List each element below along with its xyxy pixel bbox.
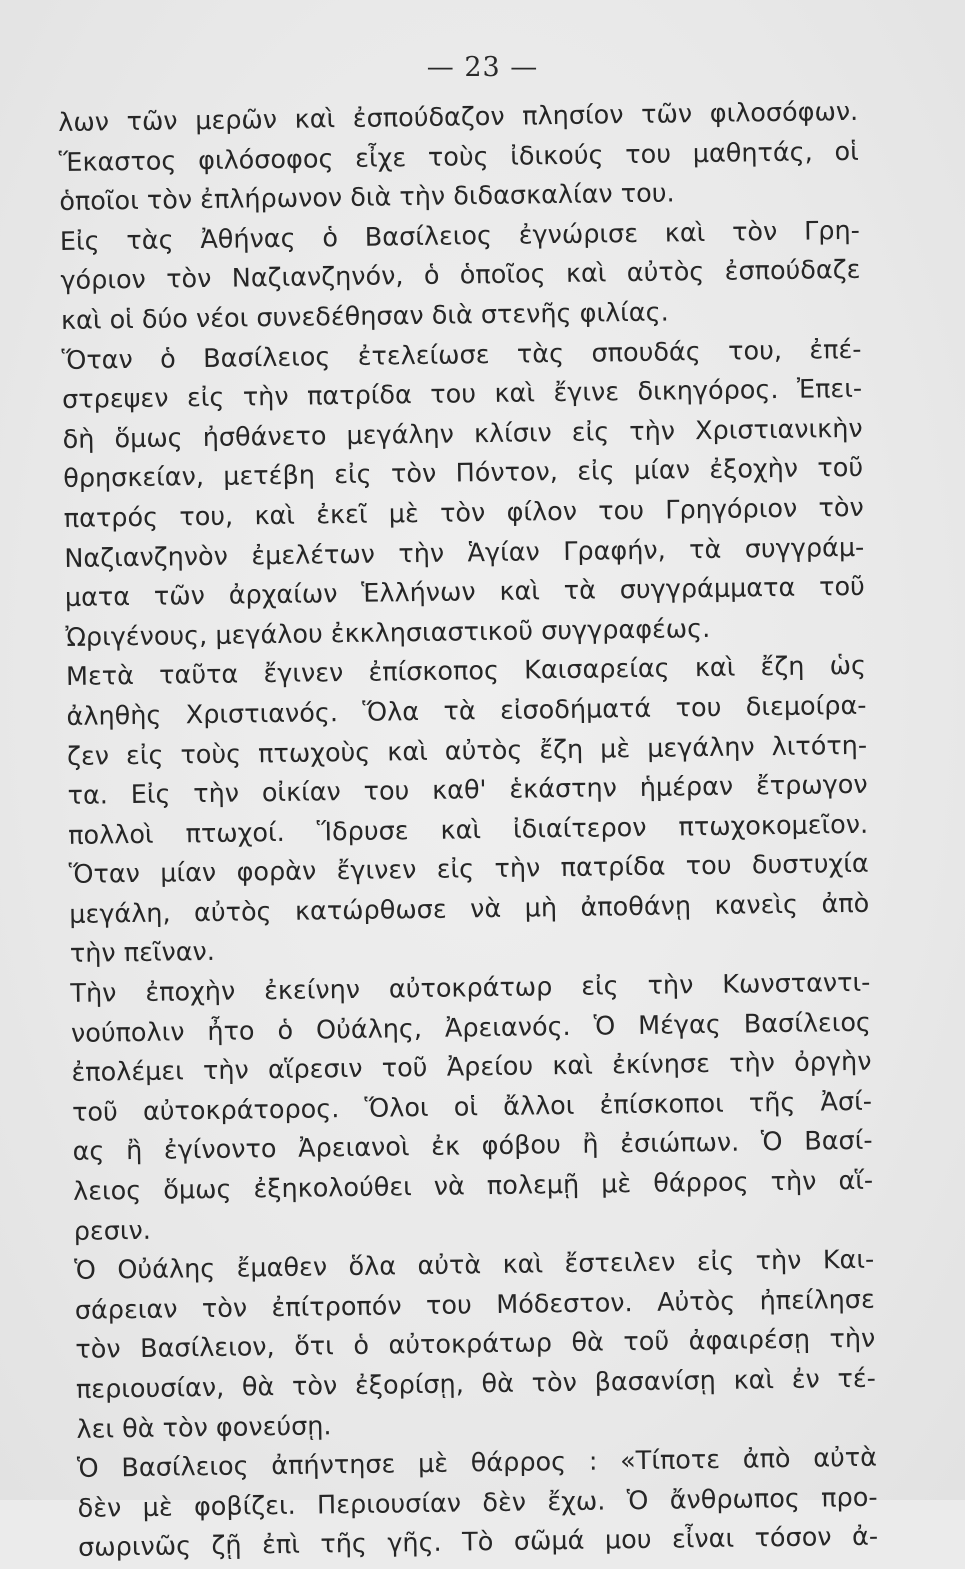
text-line: ἀληθὴς Χριστιανός. Ὅλα τὰ εἰσοδήματά του διεμοίρα-	[66, 690, 867, 732]
text-line: σωρινῶς ζῇ ἐπὶ τῆς γῆς. Τὸ σῶμά μου εἶναι τόσον ἀ-	[77, 1522, 879, 1564]
text-line: λων τῶν μερῶν καὶ ἐσπούδαζον πλησίον τῶν φιλοσόφων.	[58, 96, 859, 138]
text-line: δὲν μὲ φοβίζει. Περιουσίαν δὲν ἔχω. Ὁ ἄνθρωπος προ-	[77, 1482, 878, 1524]
text-line: Μετὰ ταῦτα ἔγινεν ἐπίσκοπος Καισαρείας καὶ ἔζη ὡς	[65, 651, 867, 693]
text-line: μεγάλη, αὐτὸς κατώρθωσε νὰ μὴ ἀποθάνῃ κανεὶς ἀπὸ	[69, 888, 870, 930]
text-line: Ὅταν μίαν φορὰν ἔγινεν εἰς τὴν πατρίδα του δυστυχία	[68, 849, 869, 891]
text-line: ἐπολέμει τὴν αἵρεσιν τοῦ Ἀρείου καὶ ἐκίνησε τὴν ὀργὴν	[71, 1046, 872, 1089]
text-line: Τὴν ἐποχὴν ἐκείνην αὐτοκράτωρ εἰς τὴν Κωνσταντι-	[70, 967, 871, 1009]
text-line: Εἰς τὰς Ἀθήνας ὁ Βασίλειος ἐγνώρισε καὶ τὸν Γρη-	[59, 215, 861, 257]
text-line: πατρός του, καὶ ἐκεῖ μὲ τὸν φίλον του Γρηγόριον τὸν	[63, 492, 864, 534]
text-line: σάρειαν τὸν ἐπίτροπόν του Μόδεστον. Αὐτὸς ἠπείλησε	[74, 1284, 875, 1326]
text-line: Ἕκαστος φιλόσοφος εἶχε τοὺς ἰδικούς του μαθητάς, οἱ	[58, 136, 859, 178]
text-line: νούπολιν ἦτο ὁ Οὐάλης, Ἀρειανός. Ὁ Μέγας Βασίλειος	[70, 1007, 872, 1049]
page-text	[58, 93, 878, 1569]
text-line: τα. Εἰς τὴν οἰκίαν του καθ' ἑκάστην ἡμέραν ἔτρωγον	[67, 769, 868, 812]
text-line: γόριον τὸν Ναζιανζηνόν, ὁ ὁποῖος καὶ αὐτὸς ἐσπούδαζε	[60, 255, 861, 297]
text-line: περιουσίαν, θὰ τὸν ἐξορίσῃ, θὰ τὸν βασανίσῃ καὶ ἐν τέ-	[75, 1363, 877, 1405]
text-line: τοῦ αὐτοκράτορος. Ὅλοι οἱ ἄλλοι ἐπίσκοποι τῆς Ἀσί-	[71, 1086, 873, 1128]
text-line: ὁποῖοι τὸν ἐπλήρωνον διὰ τὴν διδασκαλίαν του.	[59, 178, 675, 218]
text-line: δὴ ὅμως ἠσθάνετο μεγάλην κλίσιν εἰς τὴν Χριστιανικὴν	[62, 413, 863, 455]
text-line: στρεψεν εἰς τὴν πατρίδα του καὶ ἔγινε δικηγόρος. Ἐπει-	[61, 373, 863, 416]
text-line: λει θὰ τὸν φονεύσῃ.	[76, 1410, 332, 1445]
text-line: καὶ οἱ δύο νέοι συνεδέθησαν διὰ στενῆς φιλίας.	[60, 297, 669, 336]
text-line: τὴν πεῖναν.	[69, 937, 216, 970]
text-line: τὸν Βασίλειον, ὅτι ὁ αὐτοκράτωρ θὰ τοῦ ἀφαιρέσῃ τὴν	[75, 1324, 876, 1366]
text-line: ματα τῶν ἀρχαίων Ἑλλήνων καὶ τὰ συγγράμματα τοῦ	[64, 571, 866, 614]
text-line: Ὅταν ὁ Βασίλειος ἐτελείωσε τὰς σπουδάς του, ἐπέ-	[61, 334, 862, 376]
text-line: Ὁ Βασίλειος ἀπήντησε μὲ θάρρος : «Τίποτε ἀπὸ αὐτὰ	[76, 1442, 878, 1485]
text-line: ας ἢ ἐγίνοντο Ἀρειανοὶ ἐκ φόβου ἢ ἐσιώπων. Ὁ Βασί-	[72, 1126, 873, 1168]
text-line: λειος ὅμως ἐξηκολούθει νὰ πολεμῇ μὲ θάρρος τὴν αἵ-	[72, 1165, 874, 1207]
text-line: Ὁ Οὐάλης ἔμαθεν ὅλα αὐτὰ καὶ ἔστειλεν εἰς τὴν Και-	[74, 1244, 875, 1287]
text-line: Ναζιανζηνὸν ἐμελέτων τὴν Ἁγίαν Γραφήν, τὰ συγγράμ-	[64, 532, 865, 574]
page-number: — 23 —	[426, 52, 539, 83]
text-line: πολλοὶ πτωχοί. Ἵδρυσε καὶ ἰδιαίτερον πτωχοκομεῖον.	[68, 809, 869, 851]
text-line: ρεσιν.	[73, 1215, 152, 1247]
text-line: Ὠριγένους, μεγάλου ἐκκλησιαστικοῦ συγγραφέως.	[65, 613, 711, 653]
text-line: ζεν εἰς τοὺς πτωχοὺς καὶ αὐτὸς ἔζη μὲ μεγάλην λιτότη-	[66, 730, 868, 772]
text-line: θρησκείαν, μετέβη εἰς τὸν Πόντον, εἰς μίαν ἐξοχὴν τοῦ	[63, 453, 864, 495]
